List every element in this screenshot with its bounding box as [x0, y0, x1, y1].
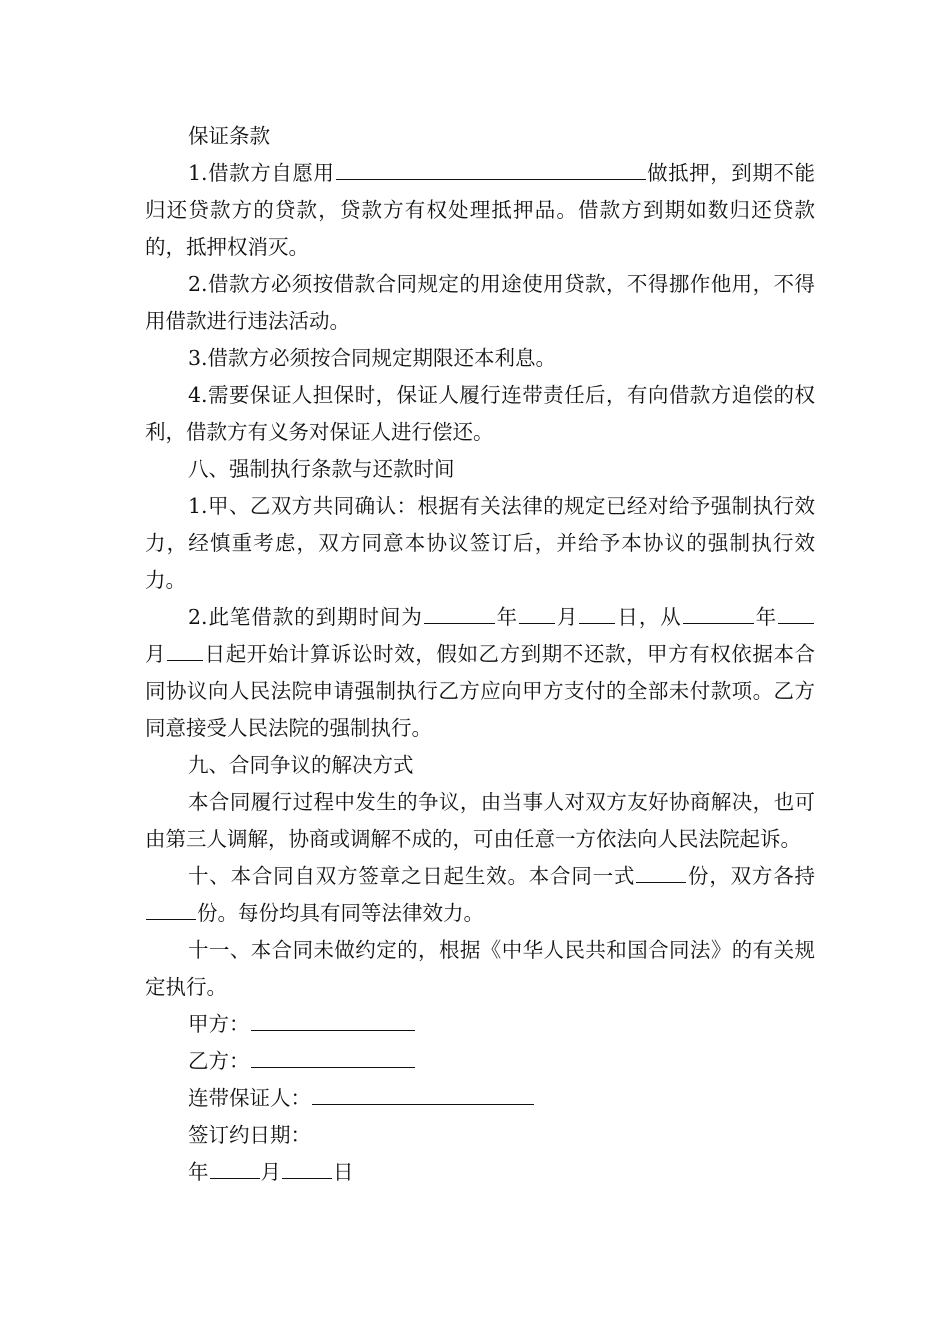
party-a-line: [145, 1006, 815, 1043]
clause-text: 月: [145, 642, 167, 666]
clause-text: 做抵押，到期不能归还贷款方的贷款，贷款方有权处理抵押品。借款方到期如数归还贷款的，抵押权消灭。: [145, 161, 815, 259]
date-month-label: 月: [260, 1160, 281, 1184]
date-month-blank: [210, 1158, 260, 1179]
party-b-label: 乙方：: [188, 1049, 250, 1073]
heading-guarantee: 保证条款: [188, 124, 270, 148]
guarantee-clause-3: 3.借款方必须按合同规定期限还本利息。: [188, 346, 557, 370]
year-blank: [683, 603, 754, 624]
day-blank: [167, 640, 203, 661]
section-8-title: 八、强制执行条款与还款时间: [188, 457, 455, 481]
guarantee-clause-2: 2.借款方必须按借款合同规定的用途使用贷款，不得挪作他用，不得用借款进行违法活动。: [145, 272, 815, 333]
section-10: [145, 858, 815, 932]
clause-text: 2.此笔借款的到期时间为: [188, 605, 423, 629]
date-day-label: 日: [333, 1160, 354, 1184]
sign-date-line: [145, 1154, 815, 1191]
guarantor-label: 连带保证人：: [188, 1086, 311, 1110]
clause-text: 日，从: [616, 605, 682, 629]
collateral-blank: [336, 159, 646, 180]
clause-text: 日起开始计算诉讼时效，假如乙方到期不还款，甲方有权依据本合同协议向人民法院申请强制执行乙方应向甲方支付的全部未付款项。乙方同意接受人民法院的强制执行。: [145, 642, 816, 740]
clause-text: 月: [556, 605, 579, 629]
day-blank: [579, 603, 615, 624]
section-8-clause-1: 1.甲、乙双方共同确认：根据有关法律的规定已经对给予强制执行效力，经慎重考虑，双方同意本协议签订后，并给予本协议的强制执行效力。: [145, 494, 815, 592]
copies-each-blank: [146, 899, 196, 920]
contract-page: [145, 118, 815, 1191]
date-year-label: 年: [188, 1160, 209, 1184]
section-9-title: 九、合同争议的解决方式: [188, 753, 414, 777]
clause-text: 年: [754, 605, 778, 629]
clause-text: 年: [495, 605, 519, 629]
clause-text: 十、本合同自双方签章之日起生效。本合同一式: [188, 864, 636, 888]
party-b-line: [145, 1043, 815, 1080]
guarantee-clause-4: 4.需要保证人担保时，保证人履行连带责任后，有向借款方追偿的权利，借款方有义务对保证人进行偿还。: [145, 383, 815, 444]
section-9-body: 本合同履行过程中发生的争议，由当事人对双方友好协商解决，也可由第三人调解，协商或调解不成的，可由任意一方依法向人民法院起诉。: [145, 790, 815, 851]
party-a-blank: [251, 1010, 415, 1031]
clause-text: 1.借款方自愿用: [188, 161, 335, 185]
guarantee-clause-1: [145, 155, 815, 266]
guarantor-line: [145, 1080, 815, 1117]
year-blank: [424, 603, 495, 624]
date-day-blank: [282, 1158, 332, 1179]
month-blank: [519, 603, 555, 624]
month-blank: [778, 603, 814, 624]
sign-date-label: 签订约日期：: [188, 1123, 311, 1147]
clause-text: 份。每份均具有同等法律效力。: [197, 901, 484, 925]
party-a-label: 甲方：: [188, 1012, 250, 1036]
clause-text: 份，双方各持: [687, 864, 816, 888]
party-b-blank: [251, 1047, 415, 1068]
section-8-clause-2: [145, 599, 815, 747]
guarantor-blank: [312, 1084, 534, 1105]
copies-blank: [636, 862, 686, 883]
section-11: 十一、本合同未做约定的，根据《中华人民共和国合同法》的有关规定执行。: [145, 938, 815, 999]
